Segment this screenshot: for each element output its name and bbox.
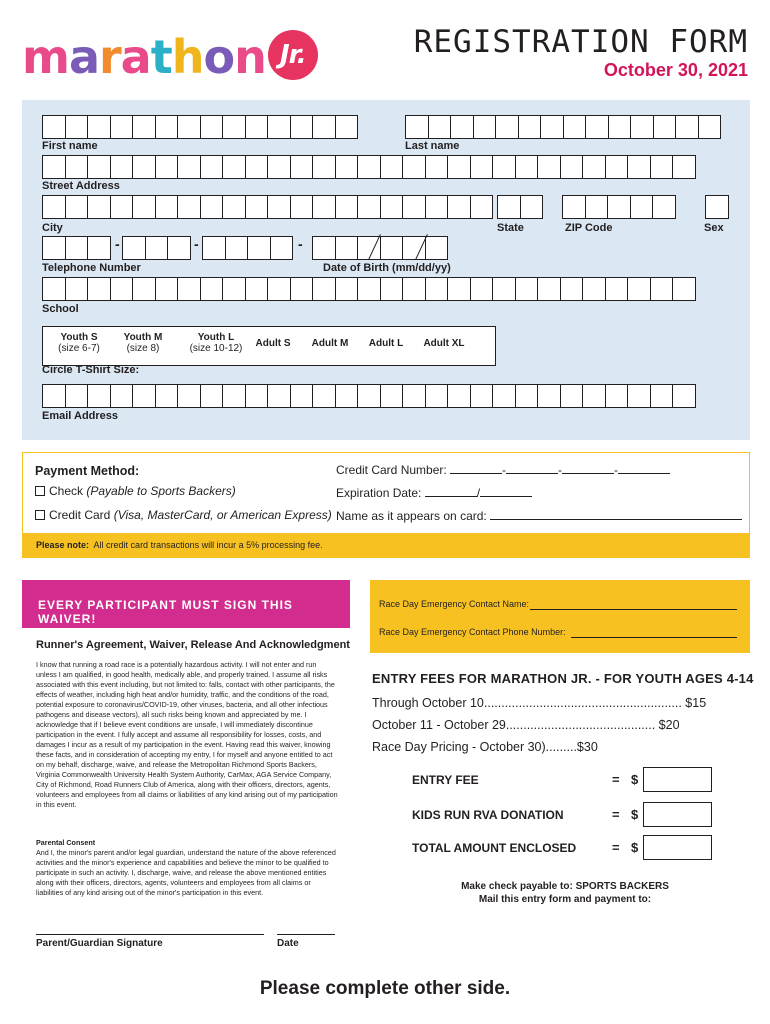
shirt-size-box[interactable] [42,326,496,366]
character-box[interactable] [425,277,449,301]
character-box[interactable] [290,115,314,139]
character-box[interactable] [380,155,404,179]
character-box[interactable] [470,277,494,301]
character-box[interactable] [563,115,587,139]
dob-dash: - [298,236,303,252]
signature-label: Parent/Guardian Signature [36,938,163,949]
character-box[interactable] [267,155,291,179]
total-label: TOTAL AMOUNT ENCLOSED [412,841,577,855]
footer-note: Please complete other side. [259,978,511,999]
character-box[interactable] [222,155,246,179]
state-label: State [497,222,524,234]
character-box[interactable] [630,115,654,139]
character-box[interactable] [630,195,654,219]
character-box[interactable] [42,277,66,301]
character-box[interactable] [290,195,314,219]
character-box[interactable] [470,195,494,219]
character-box[interactable] [672,277,696,301]
character-box[interactable] [42,195,66,219]
character-box[interactable] [132,155,156,179]
agreement-text: I know that running a road race is a potentially hazardous activity. I will not enter and run unless I am qualified, in good health, medically able, and properly trained. I assume all risks associated with this event including, but not limited to: falls, contact with other participants, the effects of weather, including high heat and/or humidity, traffic, and the conditions of the road, potential exposure to coronavirus/COVID-19, other viruses, bacteria, and all other infectious pathogens and disease vectors), all such risks being known and appreciated by me. I acknowledge that if I believe event conditions are unsafe, I will immediately discontinue participation in the event. I fully accept and assume all responsibility for losses, costs, and damages I incur as a result of my participation in the event. Having read this waiver, knowing these facts, and in consideration of accepting my entry, I for myself and anyone entitled to act on my behalf, discharge, waive, and release the Metropolitan Richmond Sports Backers, Virginia Commonwealth University Health System Authority, CarMax, AGA Service Company, City of Richmond, Road Runners Club of America, along with their officers, directors, agents, volunteers and employees from all claims or liabilities of any kind arising out of my participation in this event. [36,660,338,809]
character-box[interactable] [132,115,156,139]
character-box[interactable] [200,195,224,219]
signature-line[interactable] [36,934,264,935]
character-box[interactable] [312,236,336,260]
character-box[interactable] [65,155,89,179]
school-boxes[interactable] [42,277,695,301]
shirt-size-label: Circle T-Shirt Size: [42,364,140,376]
character-box[interactable] [515,384,539,408]
character-box[interactable] [200,277,224,301]
parental-consent-title: Parental Consent [36,838,96,847]
payable-line: Make check payable to: SPORTS BACKERS [461,881,669,892]
character-box[interactable] [585,115,609,139]
character-box[interactable] [402,236,426,260]
character-box[interactable] [540,115,564,139]
character-box[interactable] [312,384,336,408]
character-box[interactable] [42,236,66,260]
emergency-name-label: Race Day Emergency Contact Name: [379,599,530,609]
character-box[interactable] [335,115,359,139]
character-box[interactable] [42,155,66,179]
dollar-sign: $ [631,840,639,855]
character-box[interactable] [155,277,179,301]
logo-letter: o [203,30,235,84]
credit-card-option[interactable] [35,508,332,522]
character-box[interactable] [290,384,314,408]
character-box[interactable] [110,195,134,219]
character-box[interactable] [290,155,314,179]
character-box[interactable] [698,115,722,139]
character-box[interactable] [155,195,179,219]
last-name-boxes[interactable] [405,115,720,139]
character-box[interactable] [177,384,201,408]
character-box[interactable] [425,155,449,179]
form-title: REGISTRATION FORM [413,24,748,60]
character-box[interactable] [312,195,336,219]
character-box[interactable] [167,236,191,260]
character-box[interactable] [110,115,134,139]
logo-letter: a [120,30,151,84]
character-box[interactable] [675,115,699,139]
payable-info [420,880,710,906]
fee-line-early: Through October 10......................................................... $15 [372,696,707,710]
character-box[interactable] [335,277,359,301]
character-box[interactable] [155,115,179,139]
phone-dash: - [115,236,120,252]
character-box[interactable] [582,155,606,179]
street-address-boxes[interactable] [42,155,695,179]
character-box[interactable] [380,236,404,260]
date-label: Date [277,938,299,949]
character-box[interactable] [132,195,156,219]
character-box[interactable] [605,155,629,179]
character-box[interactable] [225,236,249,260]
character-box[interactable] [520,195,544,219]
character-box[interactable] [380,195,404,219]
character-box[interactable] [87,195,111,219]
school-label: School [42,303,79,315]
character-box[interactable] [290,277,314,301]
character-box[interactable] [155,384,179,408]
character-box[interactable] [380,277,404,301]
dollar-sign: $ [631,772,639,787]
character-box[interactable] [65,384,89,408]
logo-letter: t [150,30,172,84]
waiver-banner: EVERY PARTICIPANT MUST SIGN THIS WAIVER! [22,580,350,628]
credit-card-checkbox[interactable] [35,510,45,520]
character-box[interactable] [650,155,674,179]
character-box[interactable] [312,155,336,179]
character-box[interactable] [200,384,224,408]
character-box[interactable] [560,155,584,179]
character-box[interactable] [65,277,89,301]
character-box[interactable] [653,115,677,139]
card-number-field[interactable]: Credit Card Number: - - - [336,463,670,477]
street-address-label: Street Address [42,180,120,192]
dob-label: Date of Birth (mm/dd/yy) [323,262,451,274]
email-label: Email Address [42,410,119,422]
character-box[interactable] [627,384,651,408]
character-box[interactable] [492,155,516,179]
character-box[interactable] [447,277,471,301]
emergency-phone-line[interactable] [571,637,737,638]
character-box[interactable] [245,195,269,219]
character-box[interactable] [177,155,201,179]
dob-boxes[interactable] [312,236,447,260]
character-box[interactable] [132,277,156,301]
entry-fees-title: ENTRY FEES FOR MARATHON JR. - FOR YOUTH AGES 4-14 [372,671,754,686]
equals-sign: = [612,807,620,822]
character-box[interactable] [537,277,561,301]
character-box[interactable] [110,277,134,301]
equals-sign: = [612,840,620,855]
character-box[interactable] [605,384,629,408]
phone-area-boxes[interactable] [42,236,110,260]
character-box[interactable] [245,155,269,179]
first-name-label: First name [42,140,98,152]
character-box[interactable] [582,277,606,301]
zip-label: ZIP Code [565,222,613,234]
emergency-name-line[interactable] [530,609,737,610]
character-box[interactable] [247,236,271,260]
date-line[interactable] [277,934,335,935]
name-on-card-field[interactable] [336,509,742,523]
character-box[interactable] [652,195,676,219]
phone-prefix-boxes[interactable] [122,236,190,260]
shirt-size-option[interactable]: Adult L [368,338,404,349]
character-box[interactable] [627,155,651,179]
parental-consent-text: And I, the minor's parent and/or legal guardian, understand the nature of the above referenced activities and the minor's experience and capabilities and believe the minor to be qualified to participate in such an activity. I, discharge, waive, and release the above mentioned entities along with their officers, directors, agents, volunteers and employees from all claims or liabilities of any kind arising out of the minor's participation in this event. [36,848,336,897]
check-option[interactable] [35,484,236,498]
logo-letter: r [98,30,121,84]
character-box[interactable] [447,384,471,408]
character-box[interactable] [405,115,429,139]
state-boxes[interactable] [497,195,542,219]
donation-input[interactable] [643,802,712,827]
shirt-size-option[interactable]: Adult M [311,338,349,349]
character-box[interactable] [200,155,224,179]
character-box[interactable] [470,384,494,408]
character-box[interactable] [200,115,224,139]
character-box[interactable] [518,115,542,139]
email-boxes[interactable] [42,384,695,408]
character-box[interactable] [672,384,696,408]
character-box[interactable] [607,195,631,219]
character-box[interactable] [473,115,497,139]
card-number-label: Credit Card Number: [336,463,447,477]
expiration-field[interactable]: Expiration Date: / [336,486,532,500]
character-box[interactable] [132,384,156,408]
character-box[interactable] [87,384,111,408]
character-box[interactable] [428,115,452,139]
check-note: (Payable to Sports Backers) [86,484,236,498]
sex-label: Sex [704,222,724,234]
expiration-label: Expiration Date: [336,486,422,500]
character-box[interactable] [267,384,291,408]
character-box[interactable] [245,115,269,139]
participant-info-panel [22,100,750,440]
character-box[interactable] [425,236,449,260]
character-box[interactable] [560,277,584,301]
character-box[interactable] [312,277,336,301]
character-box[interactable] [202,236,226,260]
character-box[interactable] [492,384,516,408]
agreement-title: Runner's Agreement, Waiver, Release And Acknowledgment [36,639,350,651]
character-box[interactable] [87,277,111,301]
character-box[interactable] [155,155,179,179]
character-box[interactable] [605,277,629,301]
zip-boxes[interactable] [562,195,675,219]
character-box[interactable] [335,236,359,260]
check-checkbox[interactable] [35,486,45,496]
first-name-boxes[interactable] [42,115,357,139]
character-box[interactable] [177,195,201,219]
character-box[interactable] [65,115,89,139]
check-label: Check [49,484,84,498]
character-box[interactable] [335,384,359,408]
character-box[interactable] [582,384,606,408]
marathon-jr-logo [22,30,318,84]
equals-sign: = [612,772,620,787]
character-box[interactable] [470,155,494,179]
donation-label: KIDS RUN RVA DONATION [412,808,564,822]
character-box[interactable] [145,236,169,260]
character-box[interactable] [87,115,111,139]
logo-letter: n [234,30,266,84]
character-box[interactable] [110,155,134,179]
fee-line-regular: October 11 - October 29........................................... $20 [372,718,680,732]
dollar-sign: $ [631,807,639,822]
total-input[interactable] [643,835,712,860]
payment-method-title: Payment Method: [35,464,140,478]
character-box[interactable] [537,155,561,179]
last-name-label: Last name [405,140,460,152]
character-box[interactable] [402,384,426,408]
character-box[interactable] [650,384,674,408]
character-box[interactable] [357,195,381,219]
logo-letter: h [171,30,204,84]
character-box[interactable] [122,236,146,260]
character-box[interactable] [650,277,674,301]
character-box[interactable] [267,195,291,219]
character-box[interactable] [402,195,426,219]
emergency-contact-box [370,580,750,653]
shirt-size-option[interactable]: Youth L (size 10-12) [189,332,243,354]
character-box[interactable] [245,277,269,301]
character-box[interactable] [497,195,521,219]
phone-dash: - [194,236,199,252]
telephone-label: Telephone Number [42,262,141,274]
city-label: City [42,222,63,234]
logo-letter: a [68,30,99,84]
character-box[interactable] [562,195,586,219]
processing-fee-note [22,533,750,558]
character-box[interactable] [65,195,89,219]
character-box[interactable] [222,384,246,408]
character-box[interactable] [495,115,519,139]
character-box[interactable] [447,155,471,179]
character-box[interactable] [447,195,471,219]
event-date: October 30, 2021 [603,60,748,80]
character-box[interactable] [222,115,246,139]
shirt-size-option[interactable]: Youth S (size 6-7) [58,332,100,354]
character-box[interactable] [177,115,201,139]
character-box[interactable] [672,155,696,179]
city-boxes[interactable] [42,195,492,219]
character-box[interactable] [608,115,632,139]
character-box[interactable] [425,195,449,219]
character-box[interactable] [245,384,269,408]
character-box[interactable] [335,195,359,219]
character-box[interactable] [87,155,111,179]
character-box[interactable] [335,155,359,179]
note-label: Please note: [36,540,90,550]
fee-line-race-day: Race Day Pricing - October 30).........$30 [372,740,598,754]
character-box[interactable] [402,155,426,179]
character-box[interactable] [110,384,134,408]
character-box[interactable] [627,277,651,301]
character-box[interactable] [515,155,539,179]
phone-line-boxes[interactable] [202,236,292,260]
character-box[interactable] [177,277,201,301]
entry-fee-input[interactable] [643,767,712,792]
shirt-size-option[interactable]: Adult S [255,338,291,349]
character-box[interactable] [65,236,89,260]
character-box[interactable] [492,277,516,301]
character-box[interactable] [357,155,381,179]
logo-letter: m [22,30,69,84]
character-box[interactable] [380,384,404,408]
shirt-size-option[interactable]: Youth M (size 8) [123,332,163,354]
character-box[interactable] [222,195,246,219]
logo-jr-badge: Jr. [268,30,318,80]
character-box[interactable] [450,115,474,139]
character-box[interactable] [515,277,539,301]
character-box[interactable] [222,277,246,301]
credit-card-label: Credit Card [49,508,111,522]
character-box[interactable] [267,115,291,139]
character-box[interactable] [425,384,449,408]
character-box[interactable] [402,277,426,301]
emergency-phone-label: Race Day Emergency Contact Phone Number: [379,627,566,637]
shirt-size-option[interactable]: Adult XL [423,338,465,349]
character-box[interactable] [560,384,584,408]
name-on-card-label: Name as it appears on card: [336,509,487,523]
mail-line: Mail this entry form and payment to: [478,894,652,905]
note-text: All credit card transactions will incur a 5% processing fee. [93,540,323,550]
character-box[interactable] [705,195,729,219]
character-box[interactable] [270,236,294,260]
credit-card-note: (Visa, MasterCard, or American Express) [113,508,332,522]
entry-fee-label: ENTRY FEE [412,773,479,787]
character-box[interactable] [42,384,66,408]
character-box[interactable] [312,115,336,139]
character-box[interactable] [357,277,381,301]
character-box[interactable] [537,384,561,408]
character-box[interactable] [87,236,111,260]
character-box[interactable] [585,195,609,219]
character-box[interactable] [357,384,381,408]
sex-box[interactable] [705,195,728,219]
character-box[interactable] [267,277,291,301]
character-box[interactable] [42,115,66,139]
